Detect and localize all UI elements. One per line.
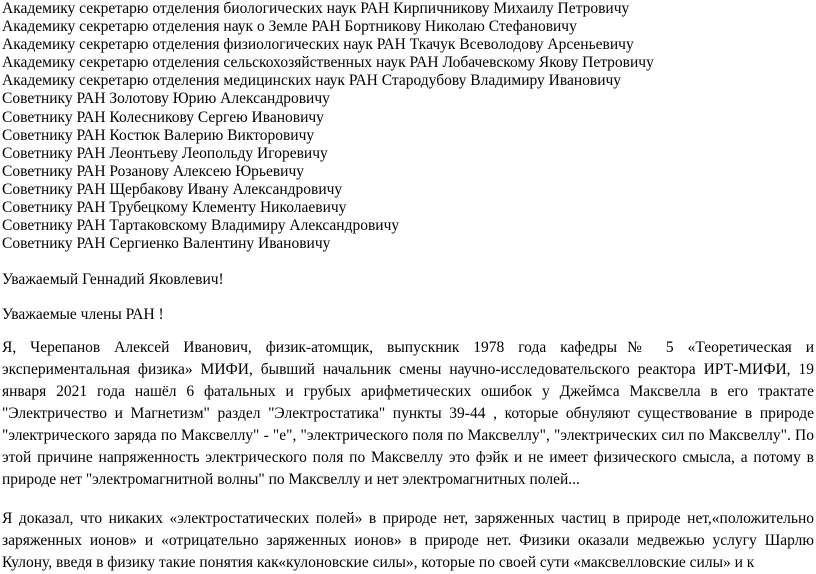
addressee-line: Советнику РАН Леонтьеву Леопольду Игоревичу xyxy=(2,144,328,162)
greeting-primary: Уважаемый Геннадий Яковлевич! xyxy=(2,271,224,289)
addressee-list xyxy=(2,0,814,253)
addressee-line: Академику секретарю отделения сельскохозяйственных наук РАН Лобачевскому Якову Петровичу xyxy=(2,54,654,72)
addressee-line: Советнику РАН Сергиенко Валентину Ивановичу xyxy=(2,235,331,253)
addressee-line: Академику секретарю отделения медицинских наук РАН Стародубову Владимиру Ивановичу xyxy=(2,72,622,90)
addressee-line: Академику секретарю отделения наук о Земле РАН Бортникову Николаю Стефановичу xyxy=(2,18,577,36)
addressee-line: Советнику РАН Розанову Алексею Юрьевичу xyxy=(2,162,304,180)
addressee-line: Советнику РАН Золотову Юрию Александровичу xyxy=(2,90,330,108)
body-paragraph-2: Я доказал, что никаких «электростатических полей» в природе нет, заряженных частиц в природе нет,«положительно заряженных ионов» и «отрицательно заряженных ионов» в природе нет. Физики оказали медвежью услугу Шарлю Кулону, введя в физику такие понятия как«кулоновские силы», которые по своей сути «максвелловские силы» и к xyxy=(2,510,814,572)
greeting-members: Уважаемые члены РАН ! xyxy=(2,306,164,324)
addressee-line: Академику секретарю отделения биологических наук РАН Кирпичникову Михаилу Петровичу xyxy=(2,0,630,17)
addressee-line: Советнику РАН Трубецкому Клементу Николаевичу xyxy=(2,199,347,217)
addressee-line: Советнику РАН Костюк Валерию Викторовичу xyxy=(2,126,315,144)
addressee-line: Академику секретарю отделения физиологических наук РАН Ткачук Всеволодову Арсеньевичу xyxy=(2,36,634,54)
addressee-line: Советнику РАН Щербакову Ивану Александровичу xyxy=(2,180,343,198)
body-paragraph-1: Я, Черепанов Алексей Иванович, физик-атомщик, выпускник 1978 года кафедры№ 5 «Теоретическая и экспериментальная физика» МИФИ, бывший начальник смены научно-исследовательского реактора ИРТ-МИФИ, 19 января 2021 года нашёл 6 фатальных и грубых арифметических ошибок у Джеймса Максвелла в его трактате "Электричество и Магнетизм" раздел "Электростатика" пункты 39-44 , которые обнуляют существование в природе "электрического заряда по Максвеллу" - "е", "электрического поля по Максвеллу", "электрических сил по Максвеллу". По этой причине напряженность электрического поля по Максвеллу это фэйк и не имеет физического смысла, а потому в природе нет "электромагнитной волны" по Максвеллу и нет электромагнитных полей... xyxy=(2,339,814,489)
addressee-line: Советнику РАН Тартаковскому Владимиру Александровичу xyxy=(2,217,400,235)
addressee-line: Советнику РАН Колесникову Сергею Ивановичу xyxy=(2,108,324,126)
